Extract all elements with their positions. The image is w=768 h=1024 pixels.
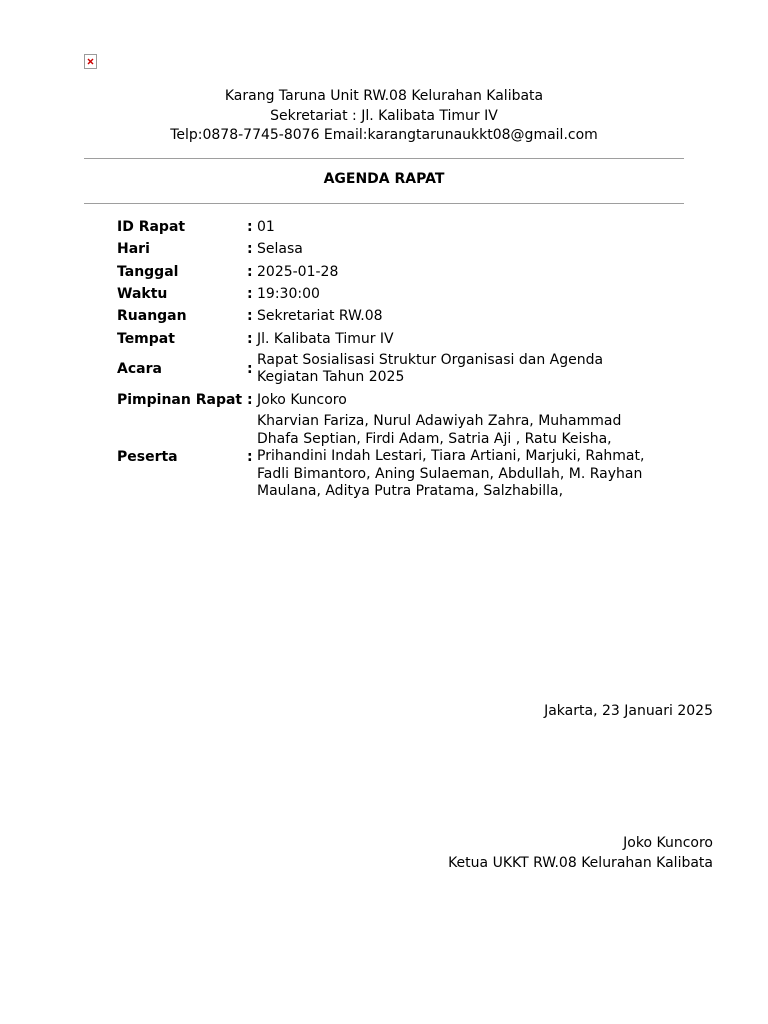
field-value-acara: Rapat Sosialisasi Struktur Organisasi dan Agenda Kegiatan Tahun 2025	[257, 351, 604, 386]
field-label: Hari	[117, 241, 150, 258]
field-value-id-rapat: 01	[257, 219, 275, 236]
row-hari	[115, 238, 655, 260]
field-separator: :	[247, 263, 253, 280]
broken-image-icon	[84, 54, 97, 69]
field-label: Waktu	[117, 286, 168, 303]
place-and-date: Jakarta, 23 Januari 2025	[544, 703, 713, 719]
signature-block	[448, 833, 713, 873]
field-value-tanggal: 2025-01-28	[257, 263, 339, 280]
field-value-ruangan: Sekretariat RW.08	[257, 308, 383, 325]
field-label: Tanggal	[117, 263, 179, 280]
row-pimpinan-rapat	[115, 389, 655, 411]
row-waktu	[115, 283, 655, 305]
divider-bottom	[84, 203, 684, 204]
field-value-waktu: 19:30:00	[257, 286, 320, 303]
field-separator: :	[247, 308, 253, 325]
secretariat-address: Sekretariat : Jl. Kalibata Timur IV	[270, 107, 498, 124]
document-title: AGENDA RAPAT	[323, 171, 445, 187]
row-peserta	[115, 411, 655, 503]
field-separator: :	[247, 391, 253, 408]
field-separator: :	[247, 361, 253, 378]
row-id-rapat	[115, 216, 655, 238]
field-label: Acara	[117, 361, 162, 378]
row-acara	[115, 350, 655, 389]
row-ruangan	[115, 305, 655, 327]
field-label: ID Rapat	[117, 219, 186, 236]
field-label: Peserta	[117, 448, 178, 465]
organization-name: Karang Taruna Unit RW.08 Kelurahan Kalibata	[224, 88, 544, 104]
field-value-pimpinan: Joko Kuncoro	[257, 391, 347, 408]
signatory-position: Ketua UKKT RW.08 Kelurahan Kalibata	[448, 855, 713, 871]
contact-info: Telp:0878-7745-8076 Email:karangtarunaukkt08@gmail.com	[170, 127, 598, 143]
divider-top	[84, 158, 684, 159]
field-value-peserta: Kharvian Fariza, Nurul Adawiyah Zahra, Muhammad Dhafa Septian, Firdi Adam, Satria Aji , Ratu Keisha, Prihandini Indah Lestari, Tiara Artiani, Marjuki, Rahmat, Fadli Bimantoro, Aning Sulaeman, Abdullah, M. Rayhan Maulana, Aditya Putra Pratama, Salzhabilla,	[257, 413, 645, 500]
field-separator: :	[247, 330, 253, 347]
field-label: Ruangan	[117, 308, 187, 325]
field-value-tempat: Jl. Kalibata Timur IV	[257, 330, 394, 347]
row-tempat	[115, 327, 655, 349]
meeting-details-table	[115, 216, 655, 503]
field-separator: :	[247, 286, 253, 303]
field-value-hari: Selasa	[257, 241, 303, 258]
row-tanggal	[115, 261, 655, 283]
field-separator: :	[247, 219, 253, 236]
field-label: Pimpinan Rapat	[117, 391, 243, 408]
letterhead	[0, 87, 768, 146]
signatory-name: Joko Kuncoro	[623, 835, 713, 851]
field-separator: :	[247, 448, 253, 465]
field-separator: :	[247, 241, 253, 258]
field-label: Tempat	[117, 330, 175, 347]
